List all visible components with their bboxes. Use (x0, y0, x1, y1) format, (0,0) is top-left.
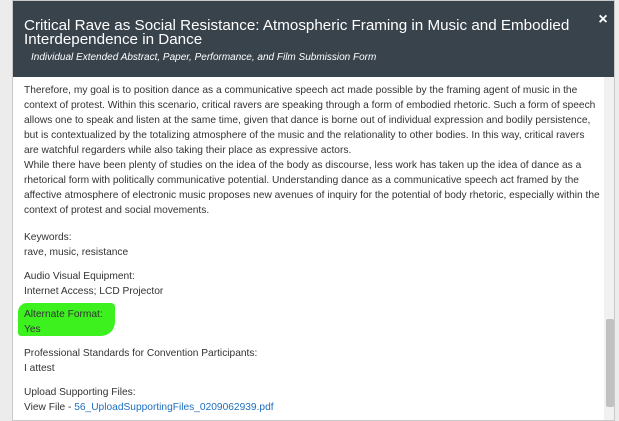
modal-title: Critical Rave as Social Resistance: Atmospheric Framing in Music and Embodied Interdependence in Dance (24, 17, 570, 48)
upload-files-value (24, 400, 274, 415)
av-equipment-value: Internet Access; LCD Projector (24, 286, 164, 297)
close-icon[interactable]: × (598, 11, 608, 28)
professional-standards-label: Professional Standards for Convention Participants: (24, 348, 258, 359)
scrollbar-track[interactable] (604, 77, 615, 421)
upload-files-label: Upload Supporting Files: (24, 387, 136, 398)
supporting-file-link[interactable]: 56_UploadSupportingFiles_0209062939.pdf (74, 402, 274, 413)
scrollbar-thumb[interactable] (606, 319, 614, 407)
abstract-paragraph-2: While there have been plenty of studies on the idea of the body as discourse, less work has taken up the idea of dance as a rhetorical form with politically communicative potential. Understanding dance as a communicative speech act framed by the affective atmosphere of electronic music proposes new avenues of inquiry for the potential of body rhetoric, especially within the context of protest and social movements. (24, 160, 600, 216)
modal-body (13, 77, 604, 421)
abstract-paragraph-1: Therefore, my goal is to position dance as a communicative speech act made possible by the framing agent of music in the context of protest. Within this scenario, critical ravers are speaking through a form of embodied rhetoric. Such a form of speech allows one to speak and listen at the same time, given that dance is borne out of individual expression and bodily persistence, but is contextualized by the totalizing atmosphere of the music and the relationality to other bodies. In this way, critical ravers are watchful regarders while also taking their place as expressive actors. (24, 85, 596, 156)
modal-header (13, 1, 615, 77)
modal-subtitle: Individual Extended Abstract, Paper, Performance, and Film Submission Form (31, 52, 377, 63)
view-file-prefix: View File - (24, 402, 75, 413)
keywords-value: rave, music, resistance (24, 247, 129, 258)
keywords-label: Keywords: (24, 232, 72, 243)
submission-modal (12, 0, 615, 421)
alternate-format-label: Alternate Format: (24, 309, 103, 320)
alternate-format-value: Yes (24, 324, 41, 335)
professional-standards-value: I attest (24, 363, 55, 374)
av-equipment-label: Audio Visual Equipment: (24, 271, 135, 282)
